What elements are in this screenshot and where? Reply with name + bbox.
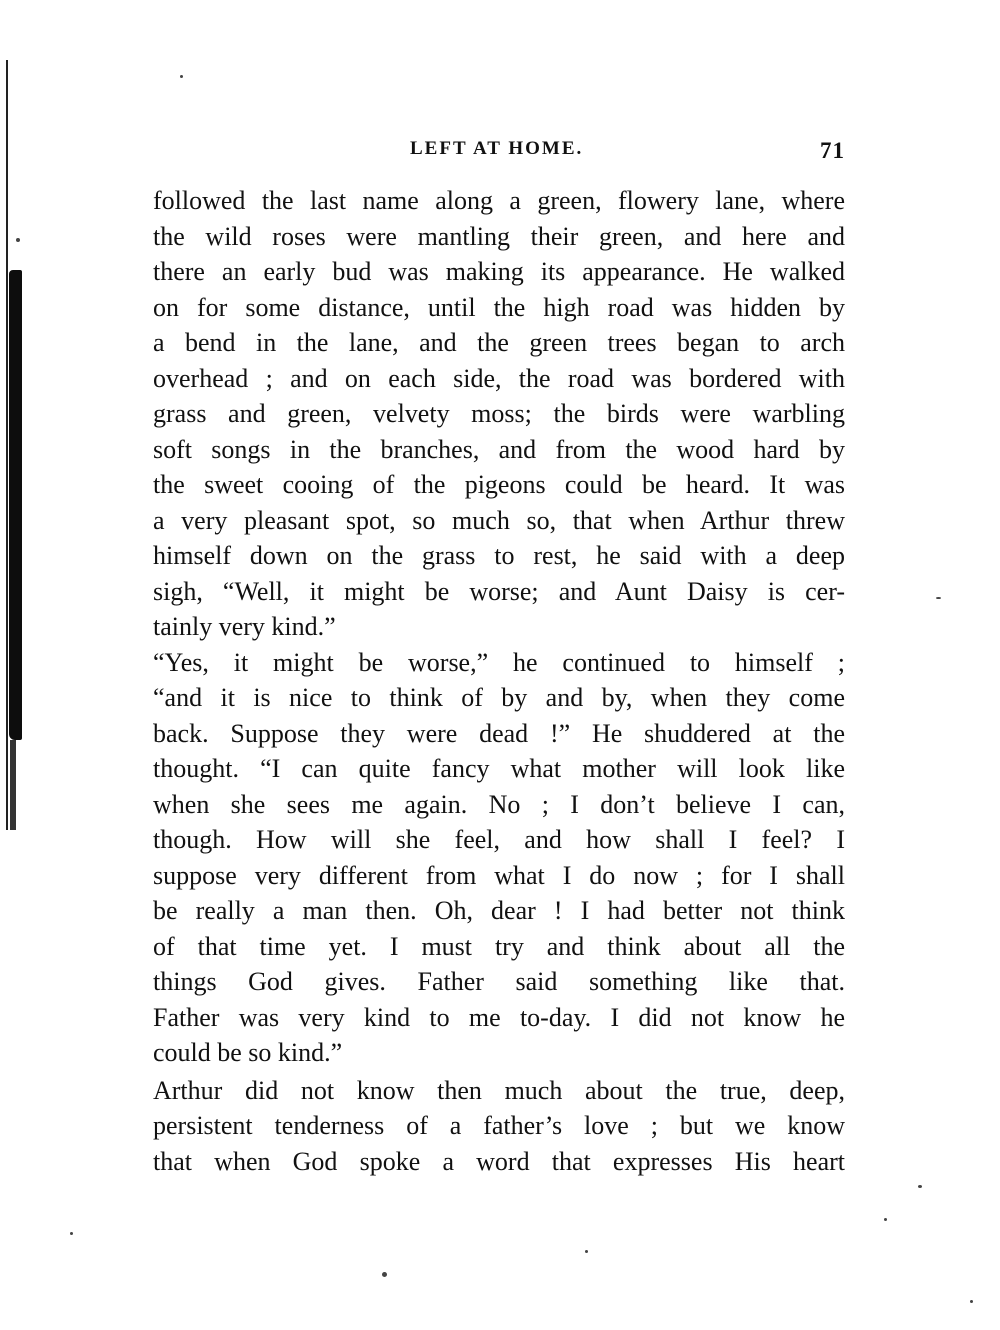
text-line: though. How will she feel, and how shall I feel? I <box>153 825 845 854</box>
text-line: the wild roses were mantling their green, and here and <box>153 221 845 251</box>
scan-speck <box>382 1272 387 1277</box>
text-line: when she sees me again. No ; I don’t believe I can, <box>153 789 845 819</box>
running-title: LEFT AT HOME. <box>410 138 584 159</box>
text-line: “Yes, it might be worse,” he continued to himself ; <box>153 647 845 677</box>
scan-speck <box>585 1250 588 1253</box>
text-line: Father was very kind to me to-day. I did not know he <box>153 1002 845 1032</box>
text-line: persistent tenderness of a father’s love ; but we know <box>153 1111 845 1140</box>
text-line: soft songs in the branches, and from the wood hard by <box>153 434 845 464</box>
text-line: himself down on the grass to rest, he said with a deep <box>153 541 845 570</box>
text-line: that when God spoke a word that expresses His heart <box>153 1146 845 1176</box>
body-text <box>153 183 845 1179</box>
text-line: there an early bud was making its appearance. He walked <box>153 257 845 286</box>
text-line: “and it is nice to think of by and by, when they come <box>153 683 845 712</box>
scan-speck <box>936 597 941 599</box>
text-line: a very pleasant spot, so much so, that when Arthur threw <box>153 505 845 535</box>
scan-speck <box>70 1232 73 1235</box>
text-line: grass and green, velvety moss; the birds were warbling <box>153 399 845 428</box>
text-line: sigh, “Well, it might be worse; and Aunt Daisy is cer- <box>153 576 845 606</box>
text-line: tainly very kind.” <box>153 612 336 641</box>
scan-speck <box>884 1218 887 1221</box>
text-line: followed the last name along a green, flowery lane, where <box>153 186 845 215</box>
text-line: things God gives. Father said something like that. <box>153 967 845 996</box>
text-line: be really a man then. Oh, dear ! I had better not think <box>153 896 845 925</box>
scan-speck <box>180 75 183 78</box>
page-number: 71 <box>820 138 845 163</box>
binding-shadow <box>9 270 22 740</box>
text-line: suppose very different from what I do now ; for I shall <box>153 860 845 890</box>
scan-speck <box>970 1300 973 1303</box>
text-line: a bend in the lane, and the green trees began to arch <box>153 328 845 357</box>
text-line: overhead ; and on each side, the road was bordered with <box>153 363 845 393</box>
text-line: on for some distance, until the high road was hidden by <box>153 292 845 322</box>
text-line: thought. “I can quite fancy what mother will look like <box>153 754 845 783</box>
scan-speck <box>918 1185 922 1188</box>
scan-speck <box>16 238 20 242</box>
text-line: the sweet cooing of the pigeons could be heard. It was <box>153 470 845 499</box>
text-line: back. Suppose they were dead !” He shuddered at the <box>153 718 845 748</box>
text-line: could be so kind.” <box>153 1038 343 1067</box>
text-line: Arthur did not know then much about the true, deep, <box>153 1075 845 1105</box>
text-line: of that time yet. I must try and think about all the <box>153 931 845 961</box>
running-head <box>155 138 845 168</box>
binding-shadow-lower <box>10 740 16 830</box>
binding-edge <box>6 60 8 830</box>
